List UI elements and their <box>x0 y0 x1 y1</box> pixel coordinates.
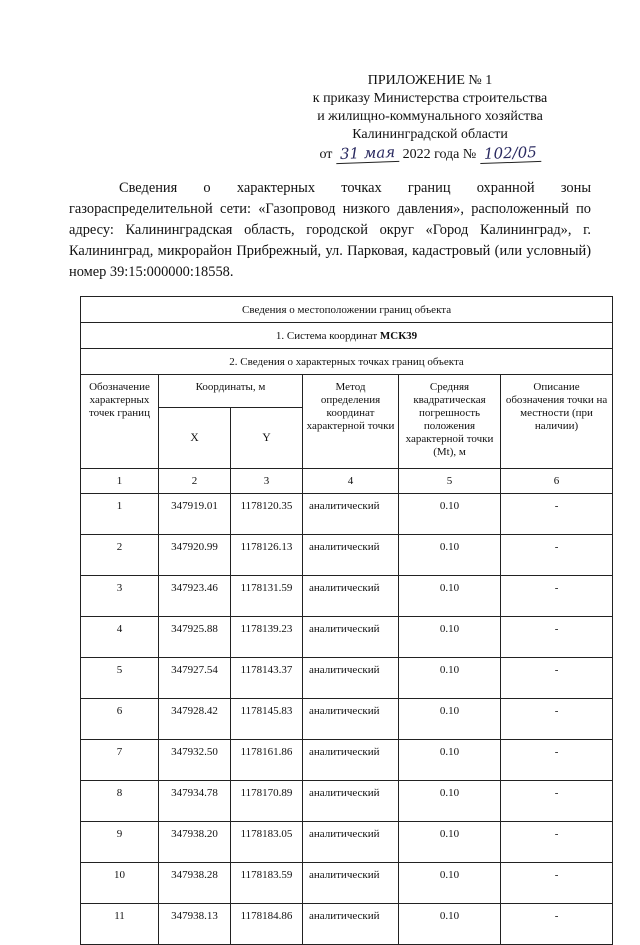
intro-paragraph: Сведения о характерных точках границ охранной зоны газораспределительной сети: «Газопровод низкого давления», расположенный по адресу: Калининградская область, городской округ «Город Калининград», г. Калининград, микрорайон Прибрежный, ул. Парковая, кадастровый (или условный) номер 39:15:000000:18558. <box>69 180 591 280</box>
table-row <box>81 494 613 535</box>
date-prefix: от <box>319 147 333 162</box>
x-coordinate-cell: 347927.54 <box>159 658 231 699</box>
error-cell: 0.10 <box>399 863 501 904</box>
point-number-cell: 9 <box>81 822 159 863</box>
description-cell: - <box>501 822 613 863</box>
error-cell: 0.10 <box>399 494 501 535</box>
error-cell: 0.10 <box>399 822 501 863</box>
appendix-title: ПРИЛОЖЕНИЕ № 1 <box>367 73 493 88</box>
point-number-cell: 11 <box>81 904 159 945</box>
table-row <box>81 617 613 658</box>
y-coordinate-cell: 1178120.35 <box>231 494 303 535</box>
y-coordinate-cell: 1178126.13 <box>231 535 303 576</box>
error-cell: 0.10 <box>399 576 501 617</box>
x-coordinate-cell: 347938.13 <box>159 904 231 945</box>
col-header-coords: Координаты, м <box>159 375 303 408</box>
description-cell: - <box>501 781 613 822</box>
error-cell: 0.10 <box>399 535 501 576</box>
point-number-cell: 10 <box>81 863 159 904</box>
table-row <box>81 658 613 699</box>
column-number: 6 <box>501 469 613 494</box>
table-row <box>81 699 613 740</box>
handwritten-order-number: 102/05 <box>479 143 540 164</box>
point-number-cell: 6 <box>81 699 159 740</box>
point-number-cell: 3 <box>81 576 159 617</box>
column-number-row <box>81 469 613 494</box>
method-cell: аналитический <box>303 699 399 740</box>
method-cell: аналитический <box>303 576 399 617</box>
method-cell: аналитический <box>303 617 399 658</box>
col-header-designation: Обозначение характерных точек границ <box>81 375 159 469</box>
method-cell: аналитический <box>303 535 399 576</box>
y-coordinate-cell: 1178161.86 <box>231 740 303 781</box>
point-number-cell: 8 <box>81 781 159 822</box>
appendix-header <box>290 72 570 164</box>
x-coordinate-cell: 347928.42 <box>159 699 231 740</box>
column-number: 4 <box>303 469 399 494</box>
coord-system-name: МСК39 <box>379 329 418 342</box>
col-header-error: Средняя квадратическая погрешность положения характерной точки (Mt), м <box>399 375 501 469</box>
method-cell: аналитический <box>303 494 399 535</box>
description-cell: - <box>501 617 613 658</box>
error-cell: 0.10 <box>399 904 501 945</box>
table-row <box>81 740 613 781</box>
order-line-1: к приказу Министерства строительства <box>312 91 548 106</box>
boundary-points-table <box>80 296 613 945</box>
method-cell: аналитический <box>303 822 399 863</box>
point-number-cell: 5 <box>81 658 159 699</box>
description-cell: - <box>501 658 613 699</box>
point-number-cell: 4 <box>81 617 159 658</box>
x-coordinate-cell: 347938.20 <box>159 822 231 863</box>
method-cell: аналитический <box>303 863 399 904</box>
handwritten-date: 31 мая <box>336 143 400 164</box>
x-coordinate-cell: 347925.88 <box>159 617 231 658</box>
col-header-y: Y <box>231 408 303 469</box>
table-row <box>81 863 613 904</box>
description-cell: - <box>501 740 613 781</box>
y-coordinate-cell: 1178183.05 <box>231 822 303 863</box>
error-cell: 0.10 <box>399 699 501 740</box>
table-row <box>81 576 613 617</box>
coord-system-cell <box>81 323 613 349</box>
point-number-cell: 7 <box>81 740 159 781</box>
table-row <box>81 904 613 945</box>
table-row <box>81 781 613 822</box>
date-year: 2022 года № <box>402 147 477 162</box>
x-coordinate-cell: 347934.78 <box>159 781 231 822</box>
method-cell: аналитический <box>303 781 399 822</box>
point-number-cell: 1 <box>81 494 159 535</box>
column-number: 1 <box>81 469 159 494</box>
description-cell: - <box>501 535 613 576</box>
order-line-3: Калининградской области <box>352 127 508 142</box>
col-header-x: X <box>159 408 231 469</box>
y-coordinate-cell: 1178131.59 <box>231 576 303 617</box>
column-number: 2 <box>159 469 231 494</box>
column-number: 5 <box>399 469 501 494</box>
section-title-cell: Сведения о местоположении границ объекта <box>81 297 613 323</box>
error-cell: 0.10 <box>399 740 501 781</box>
points-title-cell: 2. Сведения о характерных точках границ объекта <box>81 349 613 375</box>
description-cell: - <box>501 904 613 945</box>
x-coordinate-cell: 347919.01 <box>159 494 231 535</box>
order-line-2: и жилищно-коммунального хозяйства <box>317 109 543 124</box>
y-coordinate-cell: 1178184.86 <box>231 904 303 945</box>
method-cell: аналитический <box>303 658 399 699</box>
method-cell: аналитический <box>303 904 399 945</box>
description-cell: - <box>501 863 613 904</box>
order-date-line <box>290 144 570 164</box>
column-number: 3 <box>231 469 303 494</box>
x-coordinate-cell: 347938.28 <box>159 863 231 904</box>
col-header-method: Метод определения координат характерной точки <box>303 375 399 469</box>
error-cell: 0.10 <box>399 617 501 658</box>
table-row <box>81 822 613 863</box>
y-coordinate-cell: 1178143.37 <box>231 658 303 699</box>
x-coordinate-cell: 347920.99 <box>159 535 231 576</box>
point-number-cell: 2 <box>81 535 159 576</box>
error-cell: 0.10 <box>399 781 501 822</box>
y-coordinate-cell: 1178139.23 <box>231 617 303 658</box>
col-header-description: Описание обозначения точки на местности (при наличии) <box>501 375 613 469</box>
method-cell: аналитический <box>303 740 399 781</box>
error-cell: 0.10 <box>399 658 501 699</box>
y-coordinate-cell: 1178145.83 <box>231 699 303 740</box>
table-row <box>81 535 613 576</box>
description-cell: - <box>501 699 613 740</box>
x-coordinate-cell: 347923.46 <box>159 576 231 617</box>
description-cell: - <box>501 494 613 535</box>
description-cell: - <box>501 576 613 617</box>
x-coordinate-cell: 347932.50 <box>159 740 231 781</box>
y-coordinate-cell: 1178183.59 <box>231 863 303 904</box>
y-coordinate-cell: 1178170.89 <box>231 781 303 822</box>
coord-system-prefix: 1. Система координат <box>275 329 378 342</box>
